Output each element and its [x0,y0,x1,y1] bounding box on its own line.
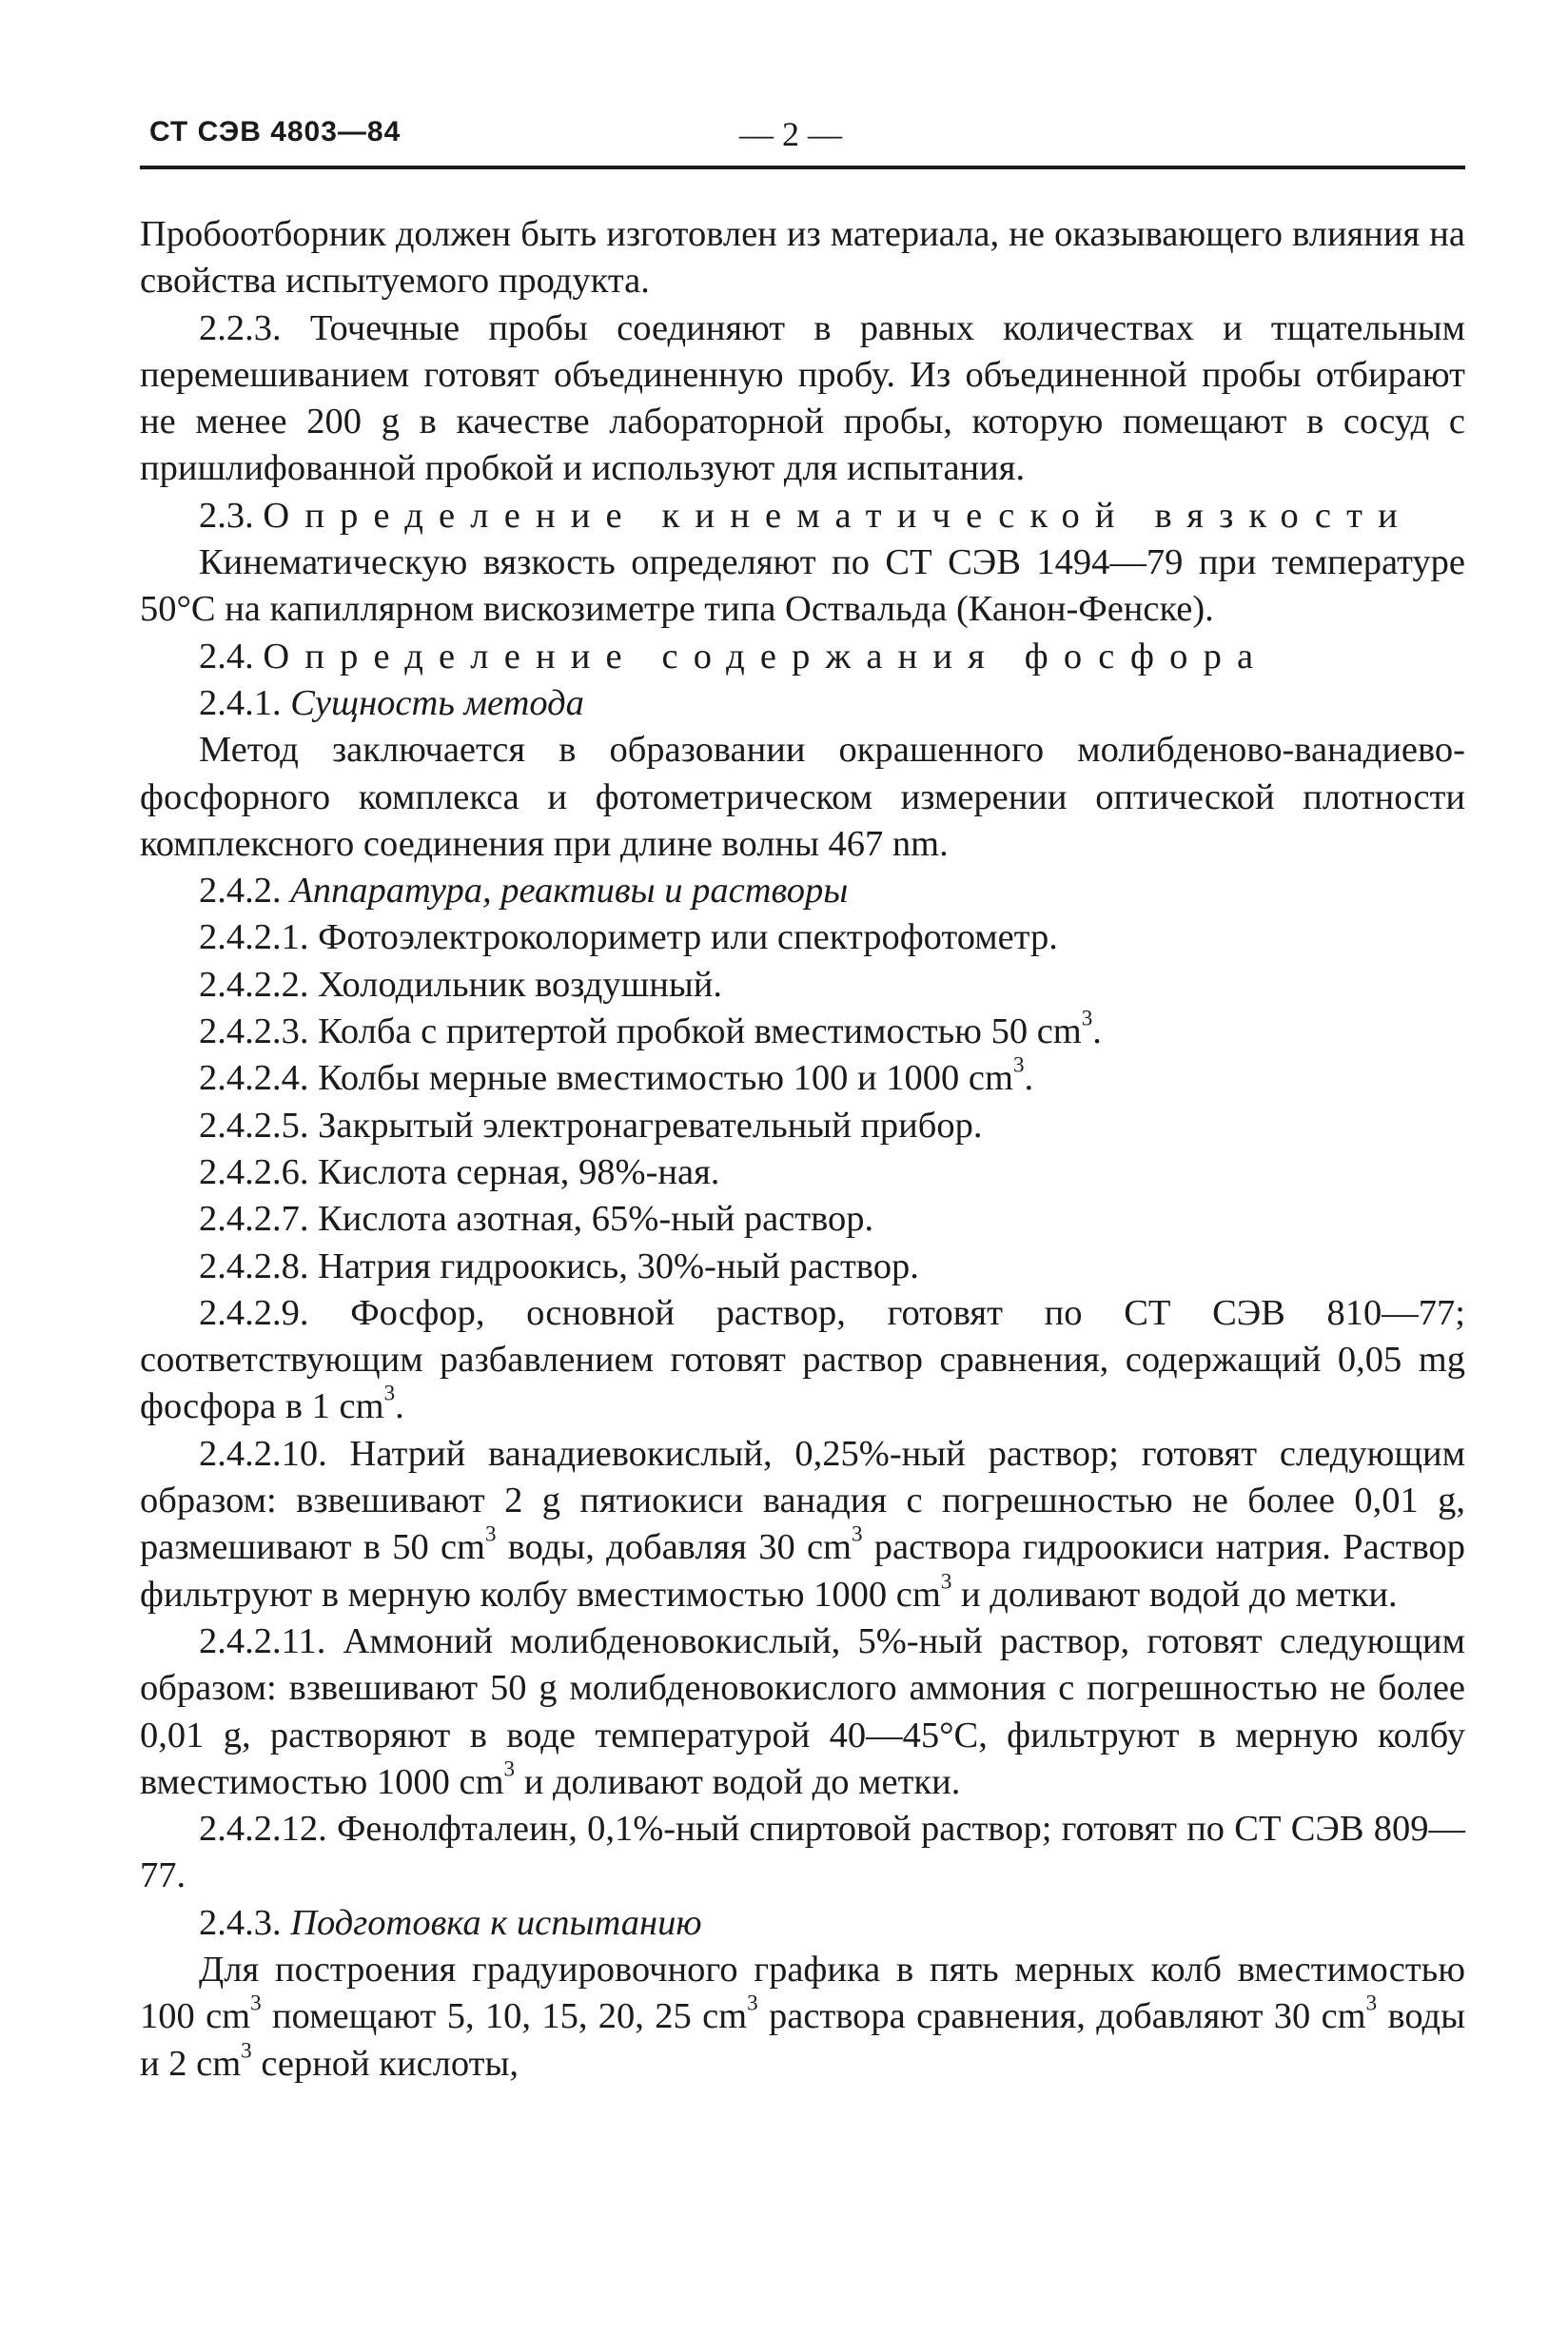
paragraph: Метод заключается в образовании окрашенного молибденово-ванадиево-фосфорного комплекса и фотометрическом измерении оптической плотности комплексного соединения при длине волны 467 nm. [140,730,1465,864]
paragraph: 2.2.3. Точечные пробы соединяют в равных количествах и тщательным перемешиванием готовят объединенную пробу. Из объединенной пробы отбирают не менее 200 g в качестве лабораторной пробы, которую помещают в сосуд с пришлифованной пробкой и используют для испытания. [140,307,1465,489]
section-number: 2.3. [199,495,254,536]
list-item: 2.4.2.5. Закрытый электронагревательный прибор. [199,1105,983,1146]
header-rule [140,166,1465,169]
page-number: — 2 — [739,115,842,153]
list-item: 2.4.2.7. Кислота азотная, 65%-ный раствор. [199,1199,874,1240]
section-number: 2.4.2. [199,871,282,912]
section-title: Подготовка к испытанию [290,1902,702,1943]
list-item: 2.4.2.6. Кислота серная, 98%-ная. [199,1151,720,1192]
list-item: 2.4.2.2. Холодильник воздушный. [199,964,722,1005]
document-code: СТ СЭВ 4803—84 [149,116,402,147]
section-title: Аппаратура, реактивы и растворы [290,871,849,912]
section-heading [140,634,1465,680]
list-item: 2.4.2.12. Фенолфталеин, 0,1%-ный спиртовой раствор; готовят по СТ СЭВ 809—77. [140,1809,1465,1896]
list-item: 2.4.2.11. Аммоний молибденовокислый, 5%-ный раствор, готовят следующим образом: взвешивают 50 g молибденовокислого аммония с погрешностью не более 0,01 g, растворяют в воде температурой 40—45°С, фильтруют в мерную колбу вместимостью 1000 $cm^3$ и доливают водой до метки. [140,1620,1465,1802]
list-item: 2.4.2.3. Колба с притертой пробкой вместимостью 50 $cm^3$. [199,1005,1102,1052]
paragraph: Пробоотборник должен быть изготовлен из материала, не оказывающего влияния на свойства испытуемого продукта. [140,214,1465,302]
document-body [140,211,1465,2088]
section-number: 2.4.1. [199,682,282,723]
paragraph: Кинематическую вязкость определяют по СТ СЭВ 1494—79 при температуре 50°С на капиллярном вискозиметре типа Оствальда (Канон-Фенске). [140,542,1465,630]
list-item: 2.4.2.8. Натрия гидроокись, 30%-ный раствор. [199,1245,919,1286]
list-item: 2.4.2.9. Фосфор, основной раствор, готовят по СТ СЭВ 810—77; соответствующим разбавлением готовят раствор сравнения, содержащий 0,05 mg фосфора в 1 $cm^3$. [140,1292,1465,1427]
section-title: Сущность метода [290,682,584,723]
list-item: 2.4.2.4. Колбы мерные вместимостью 100 и 1000 $cm^3$. [199,1051,1034,1099]
subsection-heading [140,1900,1465,1947]
list-item: 2.4.2.10. Натрий ванадиевокислый, 0,25%-ный раствор; готовят следующим образом: взвешивают 2 g пятиокиси ванадия с погрешностью не более 0,01 g, размешивают в 50 $cm^3$ воды, добавляя 30 $cm^3$ раствора гидроокиси натрия. Раствор фильтруют в мерную колбу вместимостью 1000 $cm^3$ и доливают водой до метки. [140,1433,1465,1615]
list-item: 2.4.2.1. Фотоэлектроколориметр или спектрофотометр. [199,917,1058,958]
section-heading [140,493,1465,539]
section-title: Определение кинематической вязкости [263,495,1413,536]
subsection-heading [140,680,1465,727]
page-header [149,116,1460,160]
section-title: Определение содержания фосфора [263,636,1269,677]
subsection-heading [140,868,1465,914]
section-number: 2.4. [199,636,254,677]
section-number: 2.4.3. [199,1902,282,1943]
paragraph: Для построения градуировочного графика в пять мерных колб вместимостью 100 $cm^3$ помещают 5, 10, 15, 20, 25 $cm^3$ раствора сравнения, добавляют 30 $cm^3$ воды и 2 $cm^3$ серной кислоты, [140,1949,1466,2084]
